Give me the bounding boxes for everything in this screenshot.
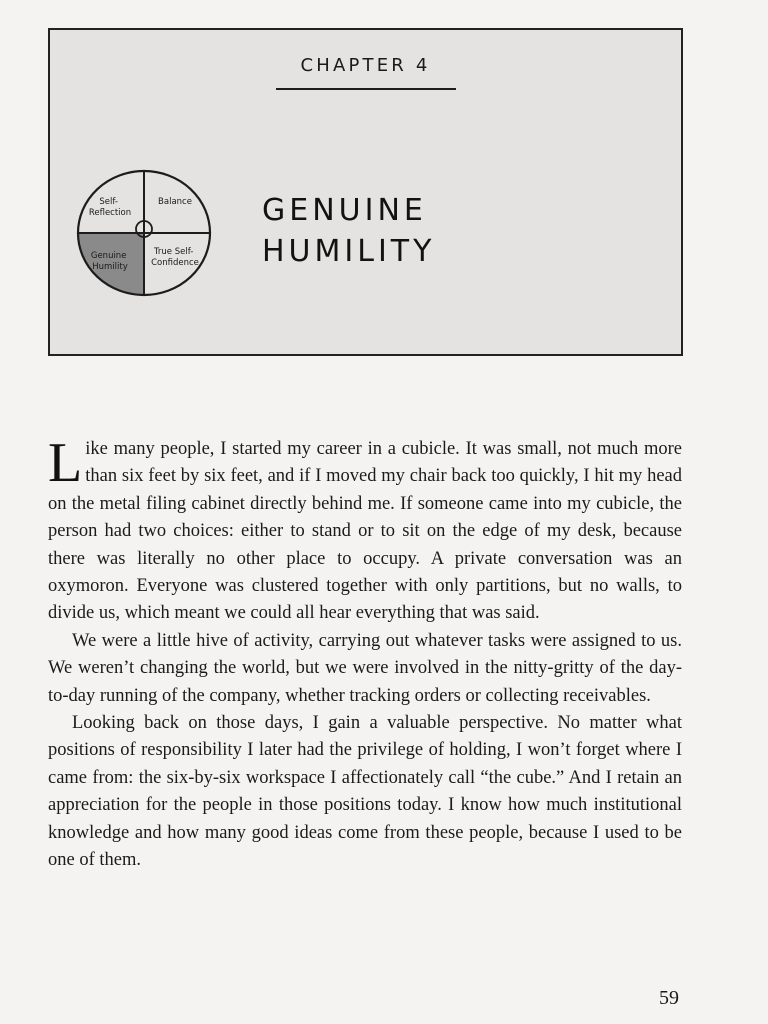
leadership-wheel-diagram bbox=[72, 166, 218, 300]
paragraph-2: We were a little hive of activity, carrying out whatever tasks were assigned to us. We weren’t changing the world, but we were involved in the nitty-gritty of the day-to-day running of the company, whether tracking orders or collecting receivables. bbox=[48, 630, 682, 706]
svg-text:True Self- Confidence bbox=[151, 247, 199, 268]
wheel-label-self-reflection-1: Self- bbox=[99, 197, 118, 207]
svg-text:Balance bbox=[158, 197, 192, 207]
wheel-label-genuine-humility-1: Genuine bbox=[90, 251, 127, 261]
wheel-label-genuine-humility-2: Humility bbox=[92, 262, 128, 272]
page-number: 59 bbox=[659, 987, 679, 1009]
chapter-title-line-2: HUMILITY bbox=[262, 234, 436, 269]
paragraph-3: Looking back on those days, I gain a valuable perspective. No matter what positions of responsibility I later had the privilege of holding, I won’t forget where I came from: the six-by-six workspace I affectionately call “the cube.” And I retain an appreciation for the people in those positions today. I know how much institutional knowledge and how many good ideas come from these people, because I used to be one of them. bbox=[48, 713, 682, 871]
svg-text:Genuine Humility bbox=[91, 251, 129, 272]
paragraph-1 bbox=[48, 432, 682, 628]
wheel-label-self-reflection-2: Reflection bbox=[88, 208, 132, 218]
chapter-label: CHAPTER 4 bbox=[300, 55, 431, 76]
wheel-label-balance: Balance bbox=[158, 197, 192, 207]
drop-cap: L bbox=[48, 432, 83, 494]
wheel-label-true-self-confidence-1: True Self- bbox=[153, 247, 194, 257]
wheel-label-true-self-confidence-2: Confidence bbox=[151, 258, 199, 268]
chapter-rule bbox=[276, 88, 456, 90]
svg-text:Self- Reflection bbox=[89, 197, 131, 218]
chapter-header-box bbox=[48, 28, 683, 356]
chapter-title bbox=[262, 190, 435, 272]
chapter-title-line-1: GENUINE bbox=[262, 193, 427, 228]
paragraph-1-text: ike many people, I started my career in a cubicle. It was small, not much more than six feet by six feet, and if I moved my chair back too quickly, I hit my head on the metal filing cabinet directly behind me. If someone came into my cubicle, the person had two choices: either to stand or to sit on the edge of my desk, because there was literally no other place to occupy. A private conversation was an oxymoron. Everyone was clustered together with only partitions, but no walls, to divide us, which meant we could all hear everything that was said. bbox=[48, 439, 682, 624]
chapter-body-text bbox=[48, 432, 682, 875]
